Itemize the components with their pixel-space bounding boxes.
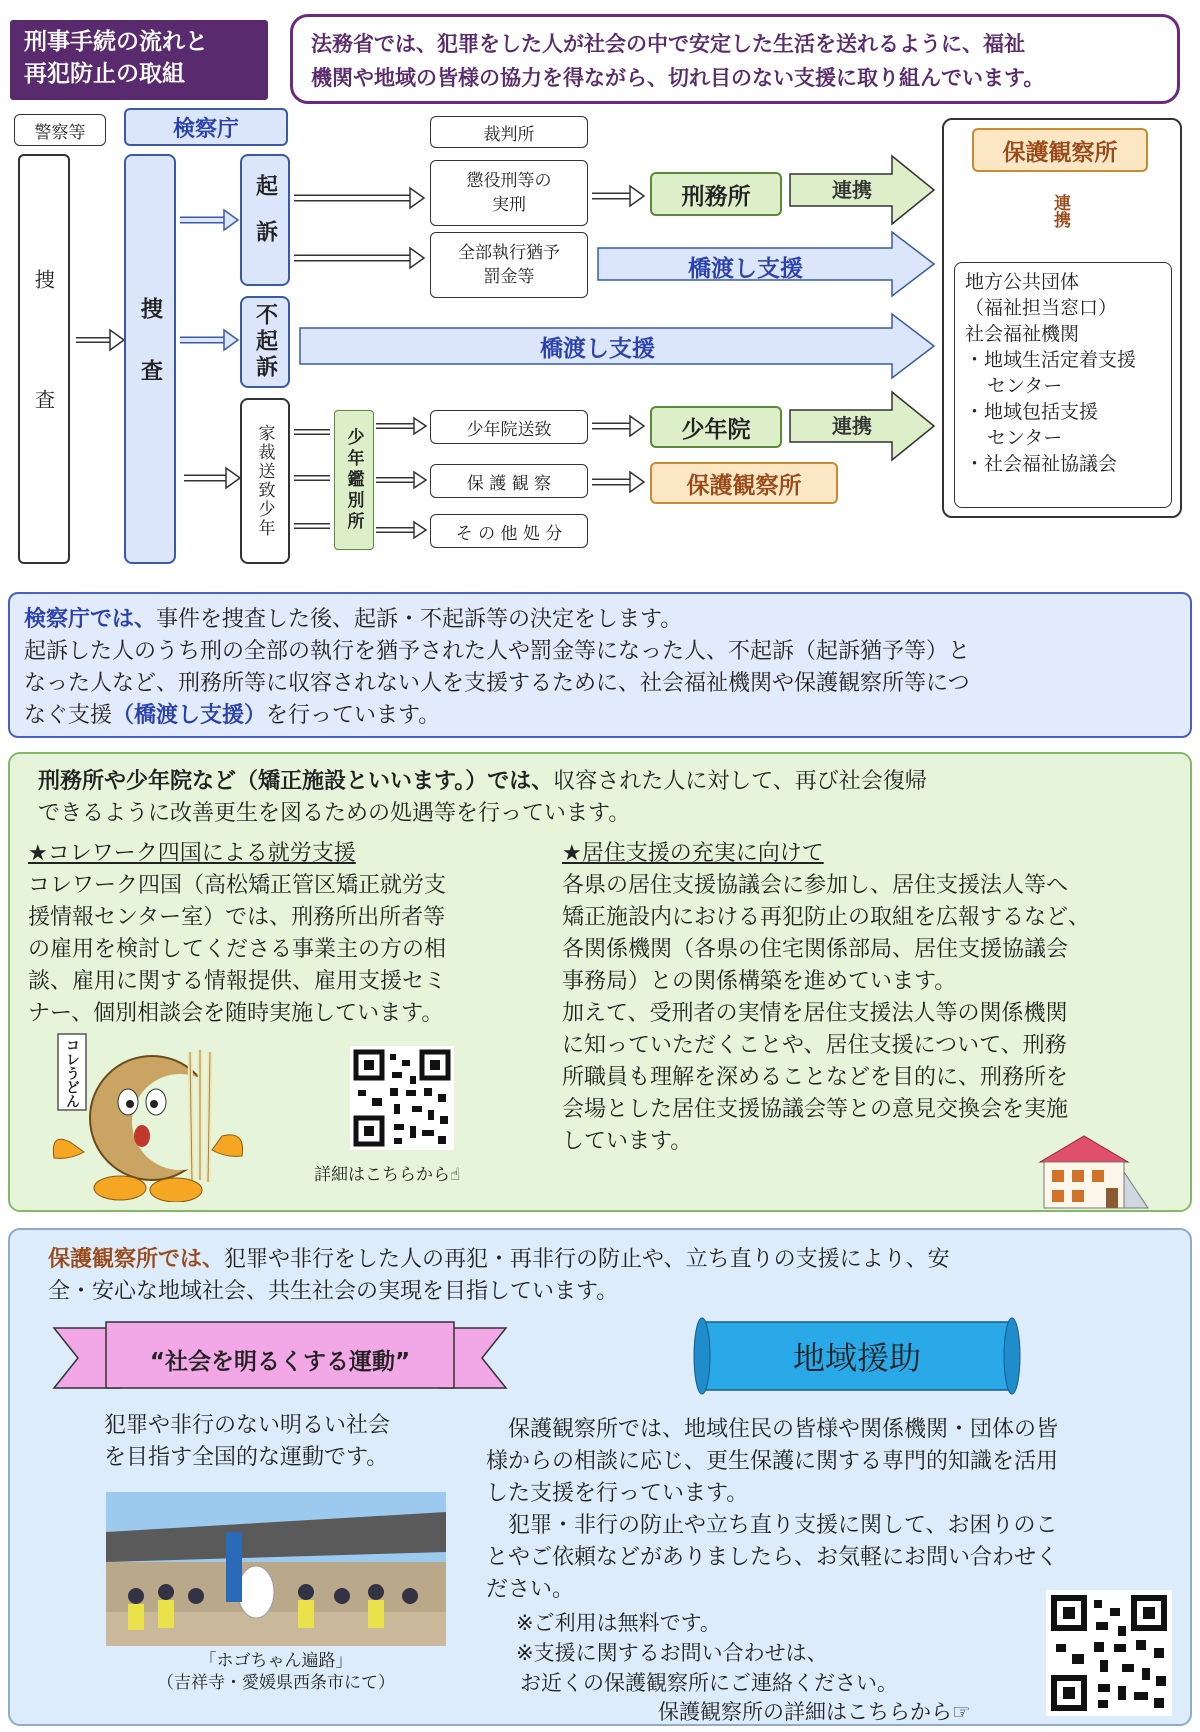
non-prosecute-text: 不起訴 xyxy=(252,303,278,381)
community-line-2: 様からの相談に応じ、更生保護に関する専門的知識を活用 xyxy=(486,1449,1059,1474)
community-body xyxy=(486,1414,1186,1606)
welfare-item-1: ・地域生活定着支援 xyxy=(965,349,1137,371)
prosecutor-line-4-end: を行っています。 xyxy=(266,703,441,728)
non-prosecute-box xyxy=(240,296,290,388)
arrow-to-non-prosecute xyxy=(180,330,238,350)
arrow-to-imprisonment xyxy=(294,188,424,208)
housing-line-7: 所職員も理解を深めることなどを目的に、刑務所を xyxy=(562,1065,1069,1090)
arrow-to-other xyxy=(376,522,426,538)
imprisonment-line-1: 懲役刑等の xyxy=(466,171,552,191)
vertical-cooperation-label: 連携 xyxy=(1050,194,1070,228)
hogochan-photo xyxy=(106,1492,446,1646)
probation-intro-line-2: 全・安心な地域社会、共生社会の実現を目指しています。 xyxy=(48,1279,619,1304)
corework-line-1: コレワーク四国（高松矯正管区矯正就労支 xyxy=(28,873,447,898)
community-notes xyxy=(516,1608,898,1698)
correction-intro-line-2: できるように改善更生を図るための処遇等を行っています。 xyxy=(38,801,631,826)
title-line-1: 刑事手続の流れと xyxy=(24,29,208,55)
arrow-to-probation-order xyxy=(376,472,426,488)
prosecutor-line-4-strong: （橋渡し支援） xyxy=(112,703,267,728)
photo-caption xyxy=(106,1650,446,1694)
probation-intro xyxy=(48,1244,1168,1308)
probation-intro-rest: 犯罪や非行をした人の再犯・再非行の防止や、立ち直りの支援により、安 xyxy=(224,1247,950,1272)
police-stage xyxy=(18,154,70,564)
local-gov-box xyxy=(954,262,1172,508)
bridge-support-label-2: 橋渡し支援 xyxy=(540,336,655,362)
probation-order-box: 保 護 観 察 xyxy=(430,464,588,498)
suspended-line-1: 全部執行猶予 xyxy=(458,243,560,263)
prosecute-box xyxy=(240,154,290,286)
arrow-to-juvenile-send xyxy=(376,418,426,434)
family-court-text: 家裁送致少年 xyxy=(254,424,275,538)
arrow-to-suspended xyxy=(294,248,424,268)
prosecutor-lead: 検察庁では、 xyxy=(24,607,157,632)
other-disposition-box: そ の 他 処 分 xyxy=(430,514,588,548)
welfare-item-5: ・社会福祉協議会 xyxy=(965,453,1118,475)
right-probation-office: 保護観察所 xyxy=(972,128,1148,172)
prosecutor-stage xyxy=(124,154,176,564)
probation-office-box: 保護観察所 xyxy=(650,462,838,504)
campaign-title: “社会を明るくする運動” xyxy=(149,1348,411,1375)
probation-lead: 保護観察所では、 xyxy=(48,1247,225,1272)
corework-line-2: 援情報センター室）では、刑務所出所者等 xyxy=(28,905,446,930)
housing-line-5: 加えて、受刑者の実情を居住支援法人等の関係機関 xyxy=(562,1001,1068,1026)
arrow-to-prison xyxy=(592,186,644,206)
house-illustration xyxy=(1032,1132,1152,1210)
corework-heading: ★コレワーク四国による就労支援 xyxy=(28,841,356,866)
correction-intro-strong: 刑務所や少年院など（矯正施設といいます。）では、 xyxy=(38,769,554,794)
local-gov-line-1: 地方公共団体 xyxy=(965,271,1080,293)
community-line-6: ださい。 xyxy=(486,1577,575,1602)
prosecute-text: 起訴 xyxy=(252,174,278,266)
arrow-to-juvenile-school xyxy=(592,416,644,436)
corework-line-4: 談、雇用に関する情報提供、雇用支援セミ xyxy=(28,969,447,994)
probation-section xyxy=(8,1228,1192,1726)
prosecutor-line-3: なった人など、刑務所等に収容されない人を支援するために、社会福祉機関や保護観察所等につ xyxy=(24,671,970,696)
corework-qr-code[interactable] xyxy=(350,1046,454,1150)
juvenile-classification-box xyxy=(334,410,374,550)
intro-line-2: 機関や地域の皆様の協力を得ながら、切れ目のない支援に取り組んでいます。 xyxy=(311,66,1045,90)
court-label: 裁判所 xyxy=(430,116,588,148)
housing-line-3: 各関係機関（各県の住宅関係部局、居住支援協議会 xyxy=(562,937,1069,962)
photo-caption-line-2: （吉祥寺・愛媛県西条市にて） xyxy=(157,1673,395,1693)
bridge-support-label-1: 橋渡し支援 xyxy=(688,256,803,282)
juvenile-classification-text: 少年鑑別所 xyxy=(343,427,364,533)
prosecutor-line-2: 起訴した人のうち刑の全部の執行を猶予された人や罰金等になった人、不起訴（起訴猶予等）と xyxy=(24,639,971,664)
arrow-to-prosecute xyxy=(180,210,238,230)
arrow-to-family xyxy=(184,468,240,488)
welfare-item-2: センター xyxy=(987,375,1063,397)
campaign-desc-line-1: 犯罪や非行のない明るい社会 xyxy=(104,1413,391,1438)
imprisonment-line-2: 実刑 xyxy=(492,195,526,215)
campaign-desc xyxy=(104,1410,390,1474)
police-stage-text: 捜 査 xyxy=(31,269,56,449)
title-line-2: 再犯防止の取組 xyxy=(24,61,185,87)
police-label: 警察等 xyxy=(14,114,106,146)
prison-box: 刑務所 xyxy=(650,172,782,216)
juvenile-school-box: 少年院 xyxy=(650,406,782,448)
local-gov-line-2: （福祉担当窓口） xyxy=(965,297,1118,319)
corework-body xyxy=(28,870,538,1030)
community-line-1: 保護観察所では、地域住民の皆様や関係機関・団体の皆 xyxy=(486,1417,1059,1442)
mascot-sign-text: コレうどん xyxy=(64,1038,80,1108)
housing-line-9: しています。 xyxy=(562,1129,693,1154)
imprisonment-box xyxy=(430,160,588,226)
prosecutor-line-1 xyxy=(24,604,1176,636)
prosecutor-line-4-start: なぐ支援 xyxy=(24,703,113,728)
community-line-3: した支援を行っています。 xyxy=(486,1481,749,1506)
prosecutor-stage-text: 捜査 xyxy=(137,297,163,421)
cooperation-label-2: 連携 xyxy=(832,414,872,438)
prosecutor-line-4 xyxy=(24,700,1176,732)
probation-detail-link[interactable]: 保護観察所の詳細はこちらから☞ xyxy=(658,1700,971,1724)
corework-line-3: の雇用を検討してくださる事業主の方の相 xyxy=(28,937,447,962)
housing-heading: ★居住支援の充実に向けて xyxy=(562,841,824,866)
welfare-item-3: ・地域包括支援 xyxy=(965,401,1099,423)
arrow-police-prosecutor xyxy=(76,330,124,350)
corework-line-5: ナー、個別相談会を随時実施しています。 xyxy=(28,1001,444,1026)
correction-intro xyxy=(38,766,1178,830)
suspended-line-2: 罰金等 xyxy=(483,267,535,287)
community-line-5: とやご依頼などがありましたら、お気軽にお問い合わせく xyxy=(486,1545,1059,1570)
probation-qr-code[interactable] xyxy=(1046,1590,1172,1716)
correction-section xyxy=(8,752,1192,1212)
suspended-box xyxy=(430,232,588,298)
campaign-desc-line-2: を目指す全国的な運動です。 xyxy=(104,1445,389,1470)
community-title: 地域援助 xyxy=(792,1339,921,1377)
probation-intro-line-1 xyxy=(48,1244,1168,1276)
intro-line-1: 法務省では、犯罪をした人が社会の中で安定した生活を送れるように、福祉 xyxy=(311,32,1025,56)
housing-line-2: 矯正施設内における再犯防止の取組を広報するなど、 xyxy=(562,905,1091,930)
correction-intro-line-1 xyxy=(38,766,1178,798)
note-inquiry: ※支援に関するお問い合わせは、 xyxy=(516,1641,828,1665)
juvenile-send-box: 少年院送致 xyxy=(430,410,588,444)
family-court-box xyxy=(240,398,290,564)
arrow-to-probation-office xyxy=(592,472,644,492)
prosecutor-section xyxy=(8,592,1192,738)
housing-body xyxy=(562,870,1182,1158)
housing-line-1: 各県の居住支援協議会に参加し、居住支援法人等へ xyxy=(562,873,1069,898)
prosecutor-line-1-rest: 事件を捜査した後、起訴・不起訴等の決定をします。 xyxy=(156,607,683,632)
correction-intro-rest: 収容された人に対して、再び社会復帰 xyxy=(553,769,927,794)
housing-line-4: 事務局）との関係構築を進めています。 xyxy=(562,969,957,994)
corework-qr-caption[interactable]: 詳細はこちらから☝ xyxy=(314,1165,461,1185)
prosecutor-label: 検察庁 xyxy=(124,108,288,146)
housing-line-8: 会場とした居住支援協議会等との意見交換会を実施 xyxy=(562,1097,1069,1122)
cooperation-label-1: 連携 xyxy=(832,178,872,202)
housing-line-6: に知っていただくことや、居住支援について、刑務 xyxy=(562,1033,1067,1058)
photo-caption-line-1: 「ホゴちゃん遍路」 xyxy=(199,1651,353,1671)
social-welfare-label: 社会福祉機関 xyxy=(965,323,1080,345)
welfare-item-4: センター xyxy=(987,427,1063,449)
note-free: ※ご利用は無料です。 xyxy=(516,1611,721,1635)
community-line-4: 犯罪・非行の防止や立ち直り支援に関して、お困りのこ xyxy=(486,1513,1058,1538)
note-contact: お近くの保護観察所にご連絡ください。 xyxy=(520,1671,898,1695)
